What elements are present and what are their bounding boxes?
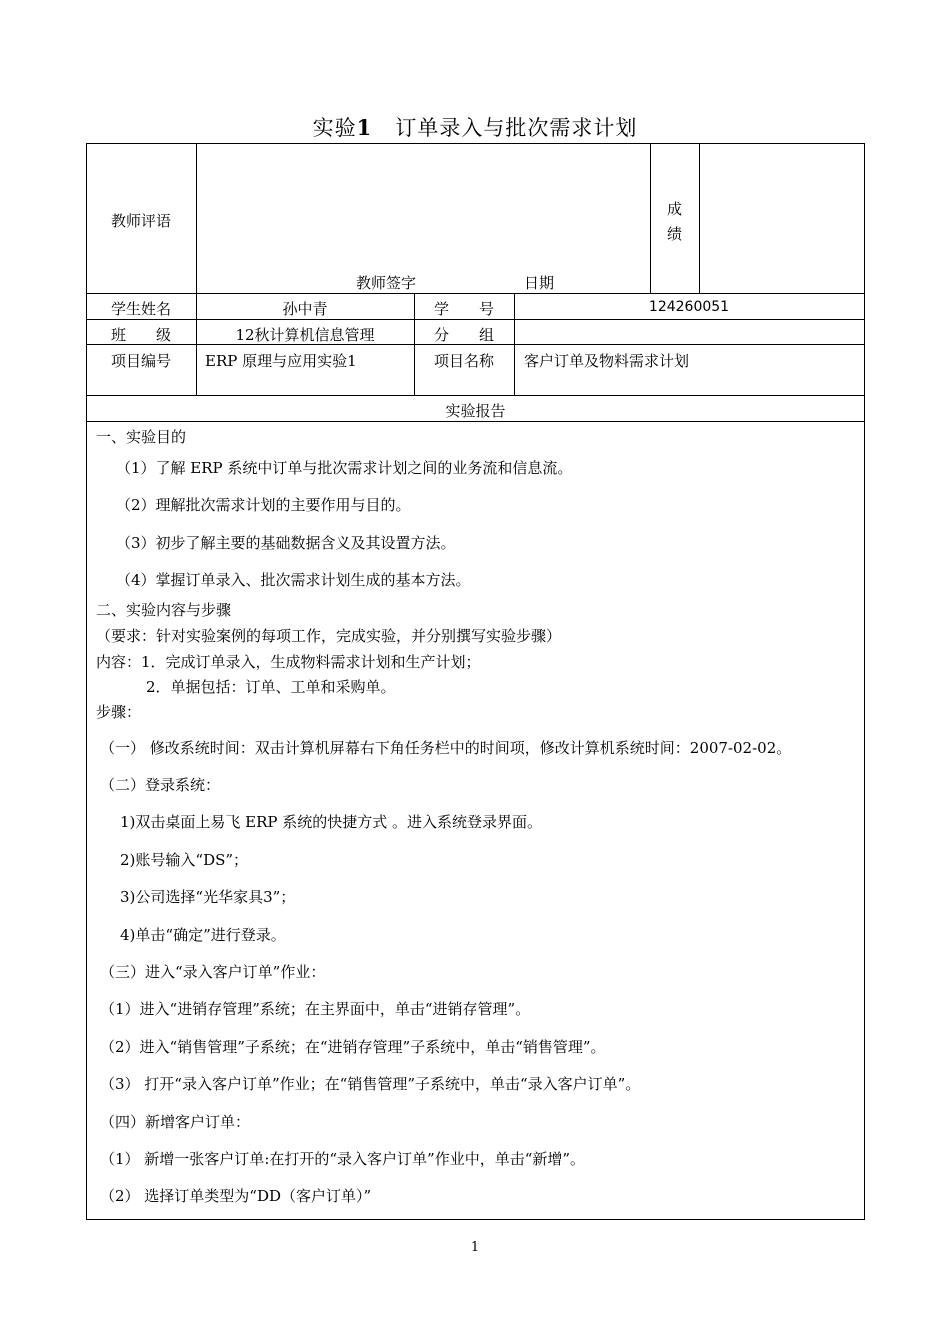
step3-title: （三）进入“录入客户订单”作业： [100,963,326,981]
step3-item: （3） 打开“录入客户订单”作业；在“销售管理”子系统中，单击“录入客户订单”。 [100,1075,641,1093]
class-value: 12秋计算机信息管理 [235,326,375,344]
section1-title: 一、实验目的 [96,428,187,446]
project-number-value: ERP 原理与应用实验1 [205,352,357,370]
step3-item: （2）进入“销售管理”子系统；在“进销存管理”子系统中，单击“销售管理”。 [100,1038,606,1056]
page-title [0,112,950,142]
section2-title: 二、实验内容与步骤 [96,601,232,619]
hline-2 [86,319,865,320]
project-name-value: 客户订单及物料需求计划 [524,352,690,370]
objective-item: （2）理解批次需求计划的主要作用与目的。 [116,496,411,514]
objective-item: （3）初步了解主要的基础数据含义及其设置方法。 [116,534,456,552]
teacher-comment-label: 教师评语 [110,212,171,230]
objective-item: （4）掌握订单录入、批次需求计划生成的基本方法。 [116,571,471,589]
report-label: 实验报告 [445,402,506,420]
vline-right [864,143,865,1220]
group-label: 分 组 [433,326,494,344]
class-label: 班 级 [110,326,171,344]
step4-item: （2） 选择订单类型为“DD（客户订单）” [100,1187,372,1205]
project-number-label: 项目编号 [110,352,171,370]
title-prefix: 实验 [312,116,357,140]
hline-5 [86,421,865,422]
step3-item: （1）进入“进销存管理”系统；在主界面中，单击“进销存管理”。 [100,1000,531,1018]
step2-title: （二）登录系统： [100,776,221,794]
title-text: 订单录入与批次需求计划 [395,116,638,140]
hline-4 [86,395,865,396]
step2-item: 1)双击桌面上易飞 ERP 系统的快捷方式 。进入系统登录界面。 [120,813,543,831]
page-number: 1 [470,1240,480,1255]
steps-label: 步骤： [96,703,142,721]
content-line-2: 2．单据包括：订单、工单和采购单。 [146,678,396,696]
student-id-value: 124260051 [648,299,730,315]
hline-1 [86,293,865,294]
content-line-1: 内容：1．完成订单录入，生成物料需求计划和生产计划； [96,653,481,671]
step4-title: （四）新增客户订单： [100,1113,251,1131]
vline-label [196,143,197,395]
step2-item: 3)公司选择“光华家具3”； [120,888,296,906]
student-id-label: 学 号 [433,300,494,318]
requirement-note: （要求：针对实验案例的每项工作，完成实验，并分别撰写实验步骤） [96,627,562,645]
step2-item: 2)账号输入“DS”； [120,851,249,869]
step2-item: 4)单击“确定”进行登录。 [120,926,286,944]
project-name-label: 项目名称 [433,352,494,370]
student-name-label: 学生姓名 [110,300,171,318]
teacher-signature-label: 教师签字 [356,274,417,292]
hline-top [86,143,865,144]
vline-grade-right [699,143,700,293]
hline-bottom [86,1219,865,1220]
grade-label-1: 成 [666,200,682,218]
title-number: 1 [356,115,373,140]
student-name-value: 孙中青 [282,300,328,318]
objective-item: （1）了解 ERP 系统中订单与批次需求计划之间的业务流和信息流。 [116,459,573,477]
grade-label-2: 绩 [666,225,682,243]
step4-item: （1） 新增一张客户订单:在打开的“录入客户订单”作业中，单击“新增”。 [100,1150,586,1168]
step1-text: （一） 修改系统时间：双击计算机屏幕右下角任务栏中的时间项，修改计算机系统时间：2007-02-02。 [100,739,792,757]
date-label: 日期 [524,274,555,292]
